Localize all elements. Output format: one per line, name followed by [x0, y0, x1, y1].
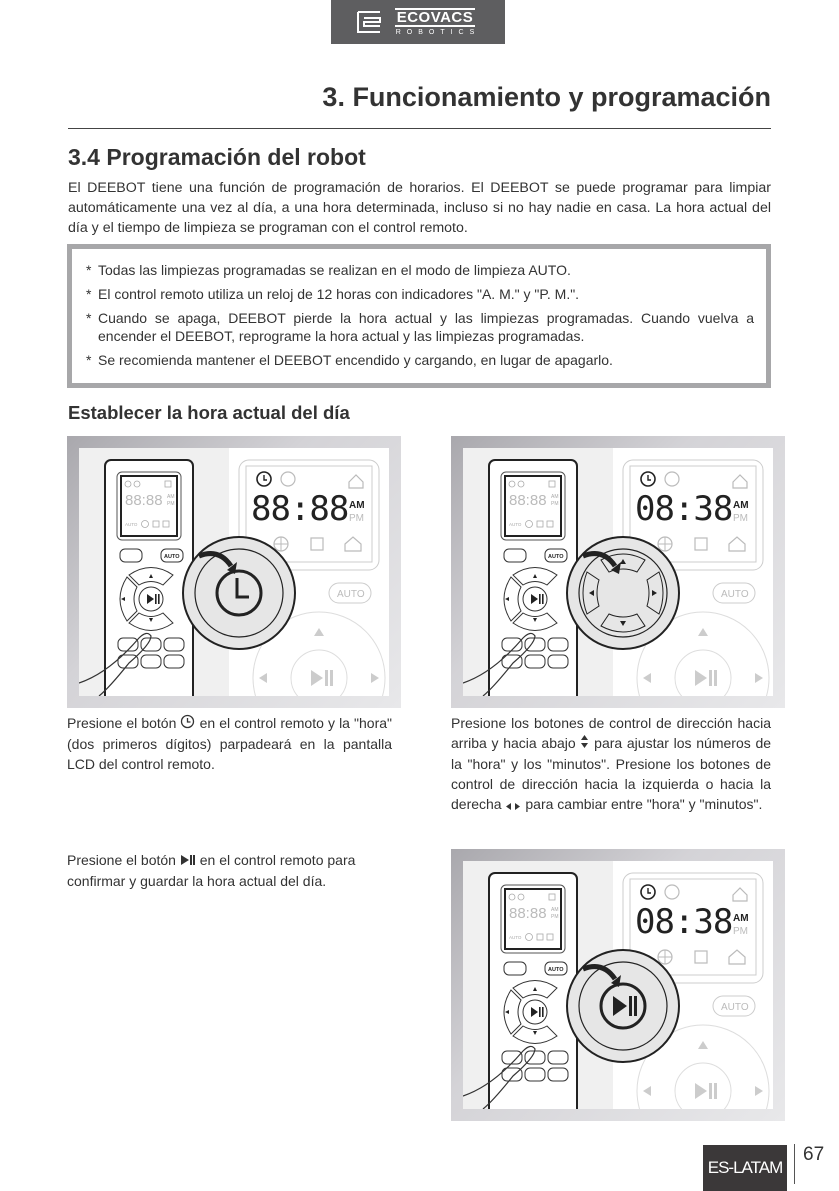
display-text: 08:38 — [635, 489, 733, 529]
display-text: AUTO — [721, 589, 749, 600]
remote-control-illustration — [105, 460, 193, 696]
display-text: 88:88 — [509, 905, 547, 922]
zoom-magnifier — [183, 537, 295, 649]
display-text: AM — [167, 494, 175, 500]
display-text: AUTO — [548, 554, 564, 560]
zoom-magnifier — [567, 950, 679, 1062]
intro-paragraph: El DEEBOT tiene una función de programación de horarios. El DEEBOT se puede programar para limpiar automáticamente una vez al día, a una hora determinada, incluso si no hay nadie en casa. La hora actual del día y el tiempo de limpieza se programan con el control remoto. — [68, 180, 771, 236]
note-item — [86, 261, 754, 279]
display-text: PM — [551, 501, 559, 507]
step-2-text-3: para cambiar entre "hora" y "minutos". — [525, 796, 763, 813]
note-item — [86, 309, 754, 345]
section-title: 3.4 Programación del robot — [68, 144, 366, 170]
figure-press-direction-buttons — [451, 436, 785, 708]
display-text: AUTO — [509, 522, 522, 527]
figure-press-clock-button — [67, 436, 401, 708]
display-text: 88:88 — [125, 492, 163, 509]
display-text: AM — [551, 494, 559, 500]
chapter-divider — [68, 128, 771, 129]
ecovacs-logo — [331, 0, 505, 44]
display-text: PM — [733, 513, 748, 524]
note-text: Se recomienda mantener el DEEBOT encendido y cargando, en lugar de apagarlo. — [98, 352, 613, 368]
note-text: Todas las limpiezas programadas se realizan en el modo de limpieza AUTO. — [98, 262, 571, 278]
remote-control-illustration — [489, 873, 577, 1109]
page-number: 67 — [803, 1144, 825, 1165]
display-text: AM — [349, 500, 365, 511]
display-text: PM — [349, 513, 364, 524]
display-text: PM — [167, 501, 175, 507]
display-text: AUTO — [548, 967, 564, 973]
note-bullet: * — [86, 310, 92, 326]
step-2-text-1: Presione los botones de control de dirección hacia arriba y hacia abajo — [451, 715, 771, 751]
display-text: AM — [733, 500, 749, 511]
display-text: AUTO — [125, 522, 138, 527]
note-bullet: * — [86, 286, 92, 302]
footer-divider — [794, 1144, 795, 1184]
language-badge: ES-LATAM — [703, 1145, 787, 1191]
display-text: PM — [551, 914, 559, 920]
display-text: AUTO — [509, 935, 522, 940]
step-1-text-after: en el control remoto y la "hora" (dos primeros dígitos) parpadeará en la pantalla LCD del control remoto. — [67, 715, 393, 773]
step-2-caption — [451, 713, 771, 816]
zoom-magnifier — [567, 537, 679, 649]
display-text: 88:88 — [509, 492, 547, 509]
up-down-arrows-icon — [580, 734, 589, 754]
left-right-arrows-icon — [505, 796, 521, 816]
display-text: AUTO — [164, 554, 180, 560]
step-1-text-before: Presione el botón — [67, 715, 177, 731]
remote-control-illustration — [489, 460, 577, 696]
display-text: 08:38 — [635, 902, 733, 942]
ecovacs-e-logo-icon — [356, 9, 382, 35]
display-text: AM — [733, 913, 749, 924]
display-text: PM — [733, 926, 748, 937]
display-text: AUTO — [337, 589, 365, 600]
note-item — [86, 285, 754, 303]
note-bullet: * — [86, 352, 92, 368]
display-text: AUTO — [721, 1002, 749, 1013]
display-text: 88:88 — [251, 489, 349, 529]
clock-icon — [180, 714, 195, 734]
logo-brand-name: ECOVACS — [396, 9, 474, 26]
subsection-title: Establecer la hora actual del día — [68, 402, 350, 423]
note-text: Cuando se apaga, DEEBOT pierde la hora actual y las limpiezas programadas. Cuando vuelva a encender el DEEBOT, reprograme la hora actual y las limpiezas programadas. — [98, 310, 754, 344]
play-pause-icon — [180, 851, 196, 871]
note-item — [86, 351, 754, 369]
chapter-title: 3. Funcionamiento y programación — [322, 82, 771, 112]
display-text: AM — [551, 907, 559, 913]
figure-press-play-pause-button — [451, 849, 785, 1121]
notes-box — [67, 244, 771, 388]
step-1-caption — [67, 713, 392, 774]
note-text: El control remoto utiliza un reloj de 12 horas con indicadores "A. M." y "P. M.". — [98, 286, 580, 302]
step-2-text-2: para ajustar los números de la "hora" y los "minutos". Presione los botones de control de dirección hacia la izquierda o hacia la derecha — [451, 735, 772, 813]
logo-brand-sub: ROBOTICS — [395, 29, 481, 36]
step-3-caption — [67, 850, 397, 891]
step-3-text-before: Presione el botón — [67, 852, 176, 868]
note-bullet: * — [86, 262, 92, 278]
step-3-text-after: en el control remoto para confirmar y guardar la hora actual del día. — [67, 852, 356, 890]
